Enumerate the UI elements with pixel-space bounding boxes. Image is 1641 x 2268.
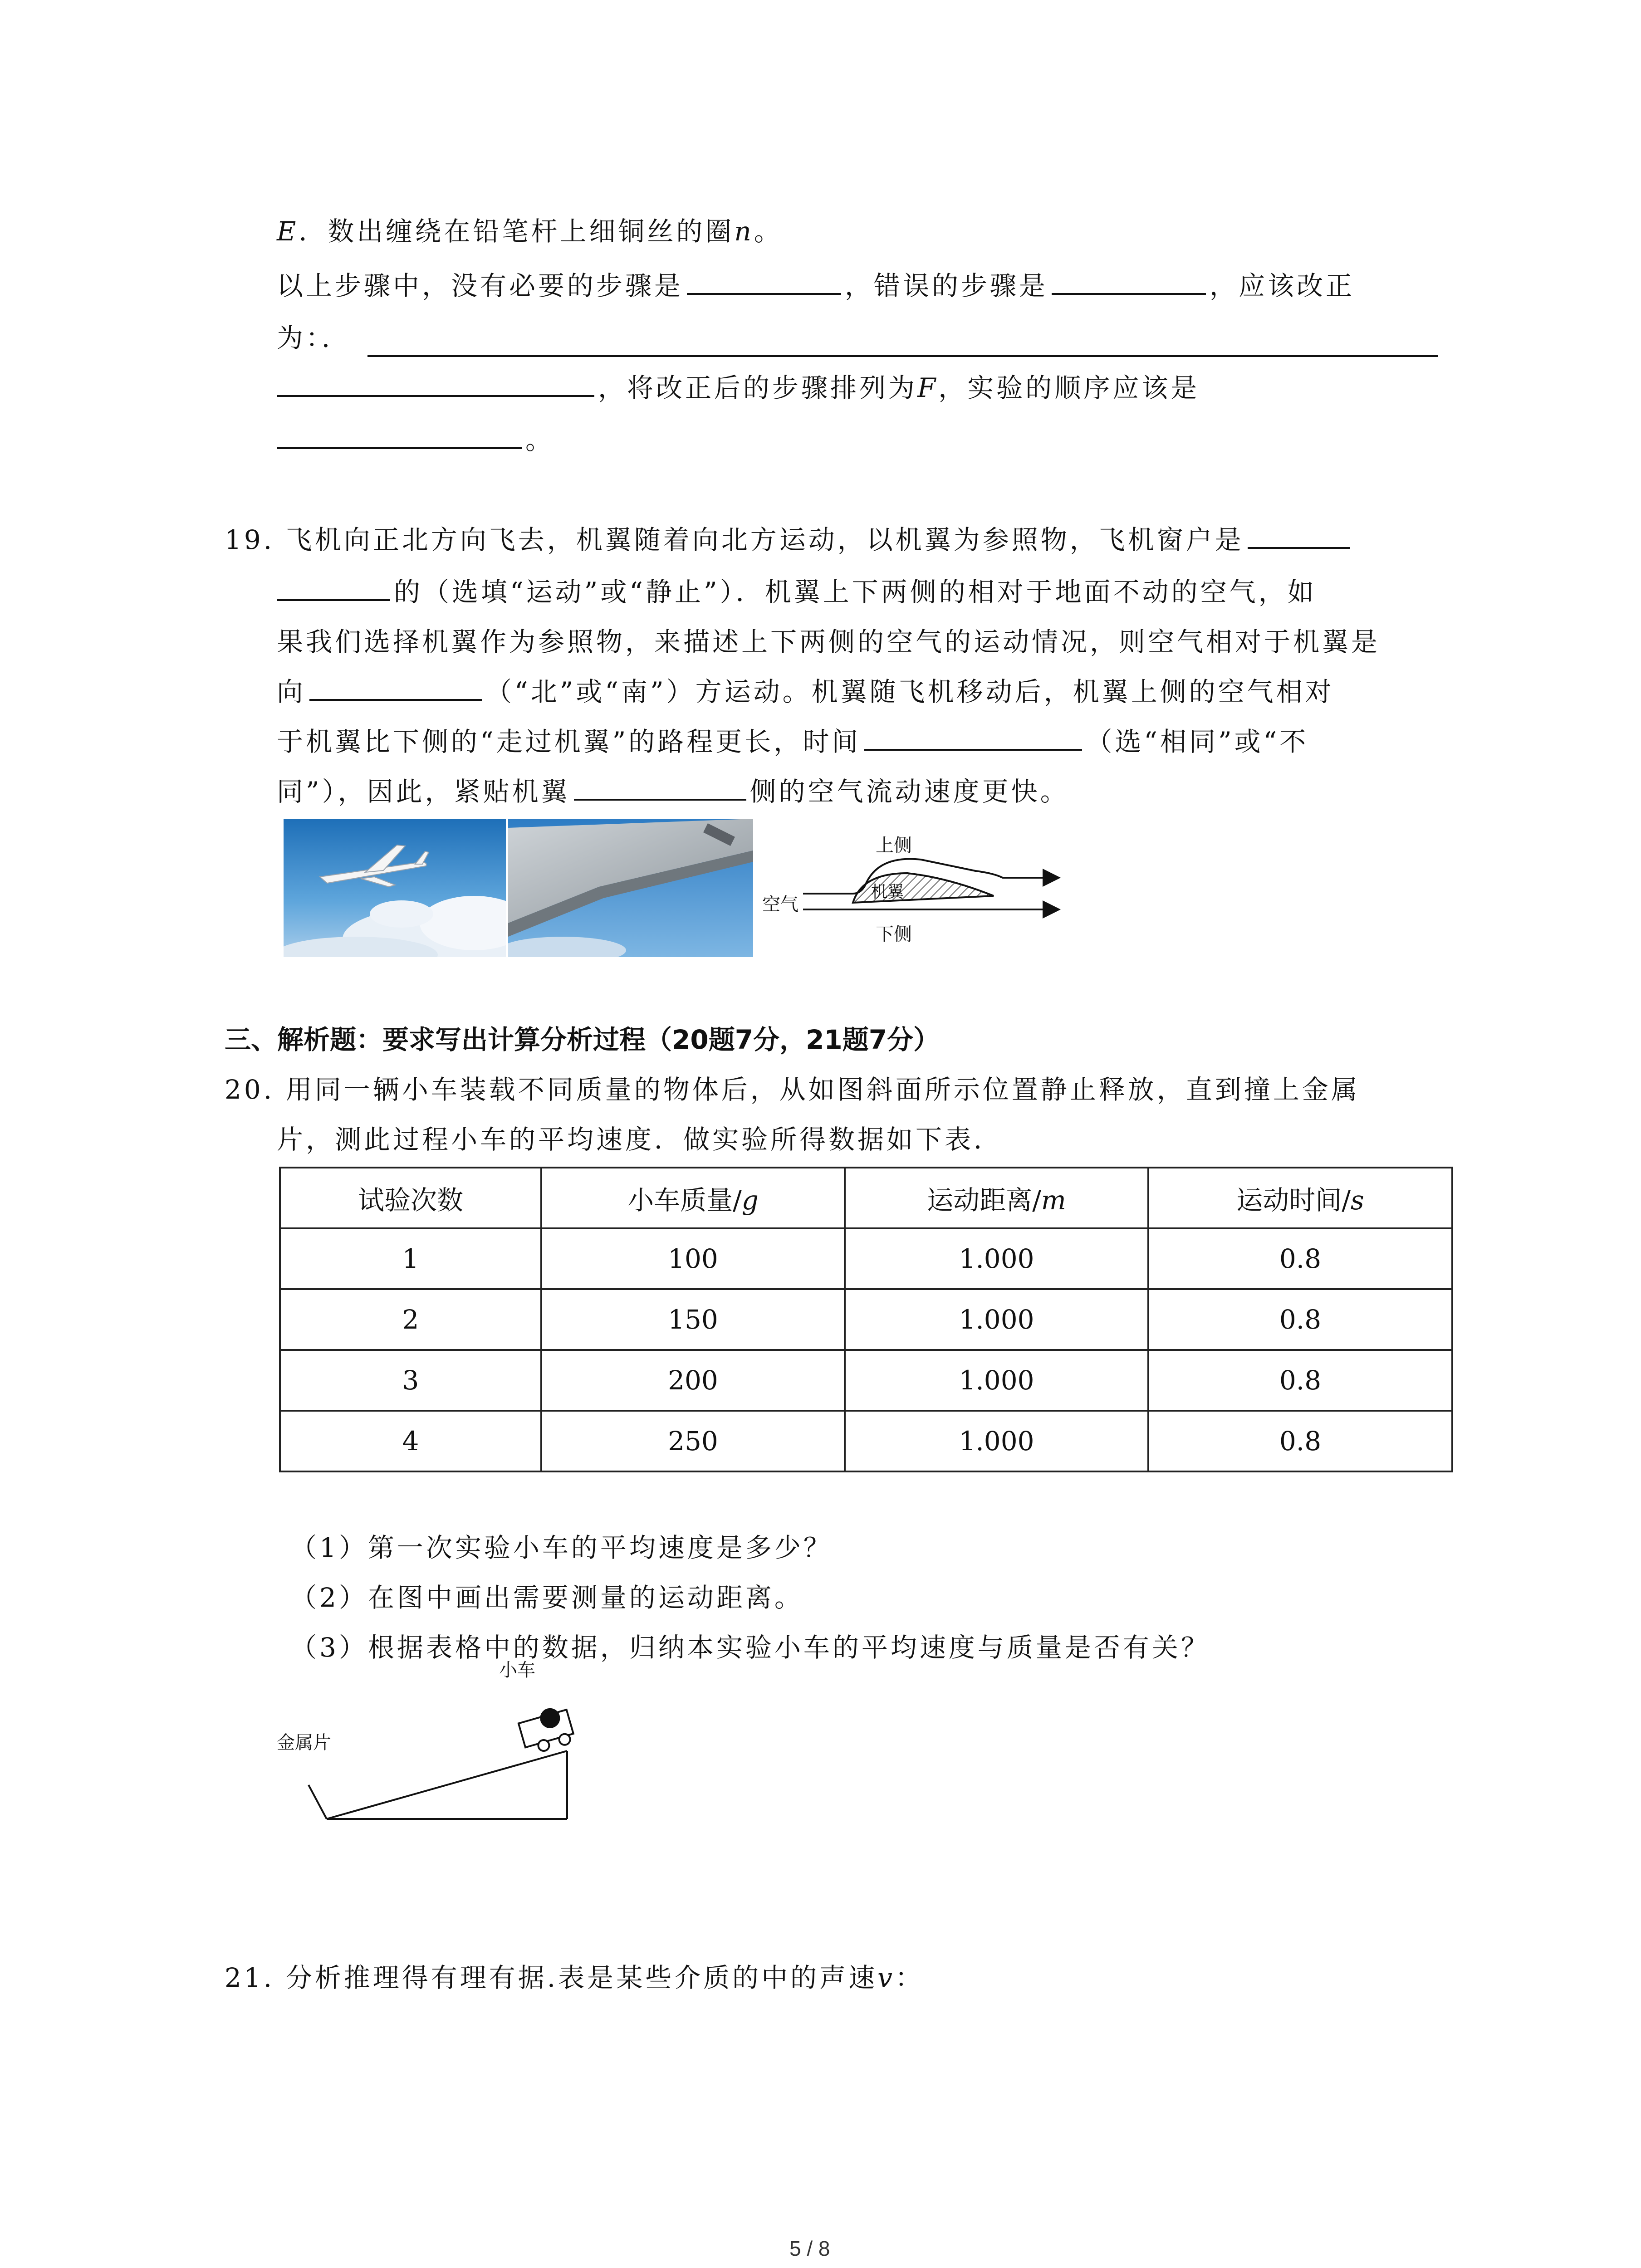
table-cell: 200 <box>541 1350 845 1411</box>
q20-sub2: （2）在图中画出需要测量的运动距离。 <box>290 1582 803 1613</box>
q19-line4 <box>277 674 1334 710</box>
table-cell: 0.8 <box>1148 1350 1452 1411</box>
table-row <box>280 1350 1452 1411</box>
question-number: 20. <box>225 1074 275 1105</box>
table-cell: 2 <box>280 1289 541 1350</box>
answer-blank-window-motion[interactable] <box>1248 522 1350 549</box>
table-cell: 1 <box>280 1228 541 1289</box>
text: 以上步骤中，没有必要的步骤是 <box>277 270 684 301</box>
step-var: F <box>917 372 939 403</box>
q19-line2 <box>277 574 1317 610</box>
text: 果我们选择机翼作为参照物，来描述上下两侧的空气的运动情况，则空气相对于机翼是 <box>277 626 1381 657</box>
text: 同”），因此，紧贴机翼 <box>277 776 570 807</box>
step-end: 。 <box>754 216 783 247</box>
table-header: 运动距离/m <box>845 1168 1148 1228</box>
table-cell: 250 <box>541 1411 845 1471</box>
text: 飞机向正北方向飞去，机翼随着向北方运动，以机翼为参照物，飞机窗户是 <box>285 524 1244 555</box>
table-cell: 1.000 <box>845 1228 1148 1289</box>
answer-blank-unnecessary-step[interactable] <box>687 268 841 295</box>
table-header: 试验次数 <box>280 1168 541 1228</box>
q18-step-e <box>277 213 783 249</box>
q19-line5 <box>277 723 1308 760</box>
diagram-air-label: 空气 <box>762 894 798 915</box>
text: （选“相同”或“不 <box>1086 726 1309 757</box>
table-cell: 1.000 <box>845 1411 1148 1471</box>
question-number: 21. <box>225 1962 275 1993</box>
text: 为：． <box>277 323 351 353</box>
car-shape <box>517 1704 576 1756</box>
table-cell: 0.8 <box>1148 1228 1452 1289</box>
text: 的（选填“运动”或“静止”）．机翼上下两侧的相对于地面不动的空气，如 <box>394 577 1317 607</box>
answer-blank-correction-cont[interactable] <box>277 370 594 397</box>
car-label: 小车 <box>499 1660 535 1681</box>
question-number: 19. <box>225 524 275 555</box>
step-text: ．数出缠绕在铅笔杆上细铜丝的圈 <box>299 216 735 247</box>
section-title: 三、解析题：要求写出计算分析过程（20题7分，21题7分） <box>225 1024 940 1055</box>
wing-photo <box>508 819 753 957</box>
table-row <box>280 1411 1452 1471</box>
diagram-lower-label: 下侧 <box>876 924 912 945</box>
table-cell: 3 <box>280 1350 541 1411</box>
table-cell: 0.8 <box>1148 1411 1452 1471</box>
text: 片，测此过程小车的平均速度．做实验所得数据如下表． <box>277 1124 1003 1155</box>
table-cell: 1.000 <box>845 1350 1148 1411</box>
answer-blank-window-motion-cont[interactable] <box>277 574 390 601</box>
q18-line-order-answer <box>277 422 554 458</box>
q19-line1 <box>225 522 1353 558</box>
answer-blank-wrong-step[interactable] <box>1052 268 1206 295</box>
airfoil-diagram <box>758 828 1075 950</box>
q18-line-correction <box>277 320 351 356</box>
table-cell: 0.8 <box>1148 1289 1452 1350</box>
table-header-row <box>280 1168 1452 1228</box>
text: ，实验的顺序应该是 <box>938 372 1200 403</box>
text: 。 <box>525 425 555 455</box>
table-cell: 100 <box>541 1228 845 1289</box>
text: 分析推理得有理有据.表是某些介质的中的声速 <box>285 1962 878 1993</box>
q20-sub3: （3）根据表格中的数据，归纳本实验小车的平均速度与质量是否有关？ <box>290 1632 1210 1663</box>
answer-blank-order[interactable] <box>277 422 522 449</box>
text: （“北”或“南”）方运动。机翼随飞机移动后，机翼上侧的空气相对 <box>485 676 1334 707</box>
text: 侧的空气流动速度更快。 <box>749 776 1069 807</box>
diagram-wing-label: 机翼 <box>871 883 904 901</box>
step-letter: E <box>277 216 299 247</box>
text: 用同一辆小车装载不同质量的物体后，从如图斜面所示位置静止释放，直到撞上金属 <box>285 1074 1360 1105</box>
table-cell: 1.000 <box>845 1289 1148 1350</box>
answer-blank-correction[interactable] <box>367 355 1438 357</box>
airplane-photo <box>284 819 506 957</box>
data-table <box>279 1167 1453 1472</box>
table-header: 小车质量/g <box>541 1168 845 1228</box>
table-row <box>280 1228 1452 1289</box>
q21-line <box>225 1960 924 1996</box>
table-cell: 150 <box>541 1289 845 1350</box>
page-number: 5 / 8 <box>789 2237 830 2260</box>
answer-blank-wing-side[interactable] <box>574 773 746 801</box>
q20-line2 <box>277 1121 1003 1158</box>
step-var: n <box>734 216 754 247</box>
q19-line6 <box>277 773 1069 810</box>
text: ，错误的步骤是 <box>845 270 1048 301</box>
table-cell: 4 <box>280 1411 541 1471</box>
q20-sub1: （1）第一次实验小车的平均速度是多少？ <box>290 1532 833 1563</box>
answer-blank-time[interactable] <box>864 723 1082 751</box>
text: ，将改正后的步骤排列为 <box>598 372 918 403</box>
q18-line-order <box>277 370 1200 406</box>
text: ： <box>895 1962 924 1993</box>
diagram-upper-label: 上侧 <box>876 835 912 856</box>
answer-blank-air-direction[interactable] <box>309 674 482 701</box>
text: 向 <box>277 676 306 707</box>
incline-diagram <box>272 1678 590 1833</box>
text: 于机翼比下侧的“走过机翼”的路程更长，时间 <box>277 726 861 757</box>
metal-plate-label: 金属片 <box>277 1732 331 1753</box>
q20-line1 <box>225 1071 1360 1108</box>
table-header: 运动时间/s <box>1148 1168 1452 1228</box>
q18-line-unnecessary <box>277 268 1355 304</box>
q19-line3 <box>277 624 1380 660</box>
table-row <box>280 1289 1452 1350</box>
var: v <box>877 1962 895 1993</box>
text: ，应该改正 <box>1210 270 1355 301</box>
